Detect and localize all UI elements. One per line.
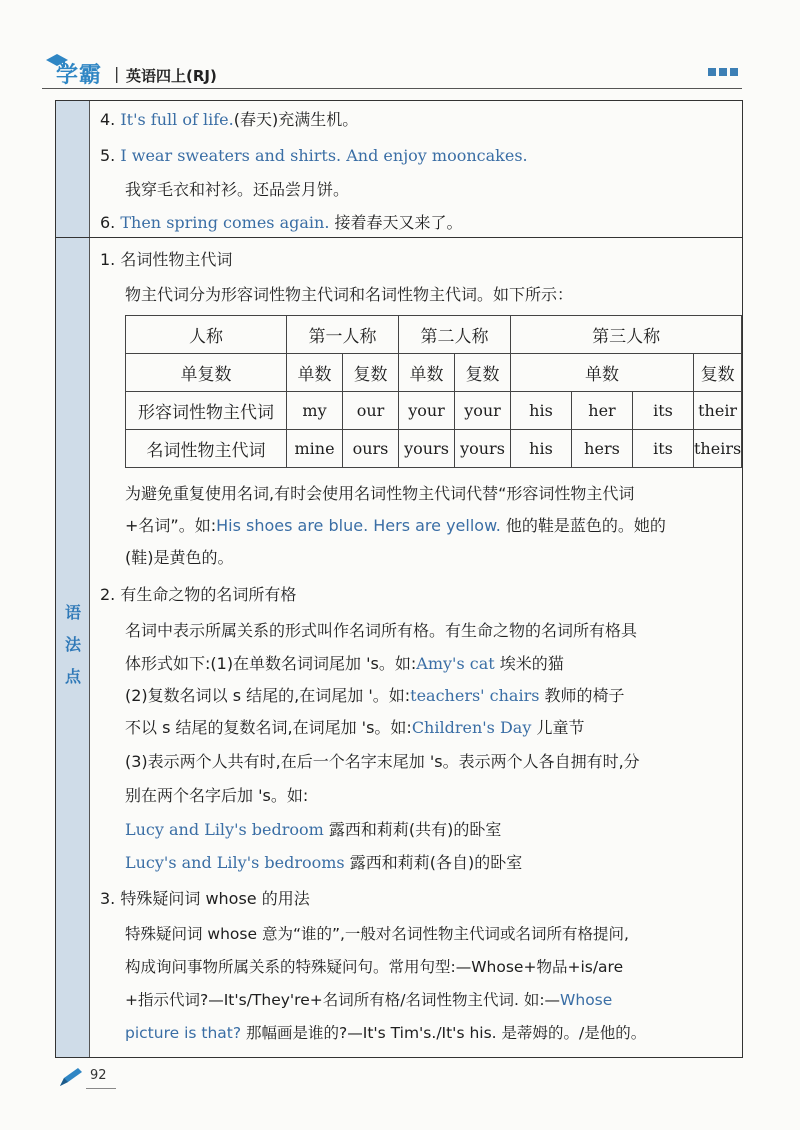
- grammar-section-2-title: 2. 有生命之物的名词所有格: [100, 585, 297, 604]
- grammar-s2-line-4: 不以 s 结尾的复数名词,在词尾加 's。如:Children's Day 儿童节: [125, 718, 585, 737]
- table-cell: his: [511, 430, 572, 468]
- table-cell: their: [694, 392, 742, 430]
- table-cell: yours: [455, 430, 511, 468]
- possessive-pronoun-table: [125, 315, 742, 468]
- table-cell: its: [633, 392, 694, 430]
- footer-underline: [86, 1088, 116, 1089]
- table-second-singular: 单数: [399, 354, 455, 392]
- grammar-s3-line-3: +指示代词?—It's/They're+名词所有格/名词性物主代词. 如:—Whose: [125, 991, 613, 1009]
- table-cell: ours: [343, 430, 399, 468]
- header-divider: [42, 88, 742, 89]
- table-cell: your: [399, 392, 455, 430]
- grammar-s3-line-2: 构成询问事物所属关系的特殊疑问句。常用句型:—Whose+物品+is/are: [125, 958, 624, 976]
- table-cell: its: [633, 430, 694, 468]
- answer-line-5-translation: 我穿毛衣和衬衫。还品尝月饼。: [125, 180, 350, 199]
- grammar-s3-line-1: 特殊疑问词 whose 意为“谁的”,一般对名词性物主代词或名词所有格提问,: [125, 925, 629, 943]
- table-header-number: 单复数: [126, 354, 287, 392]
- table-cell: yours: [399, 430, 455, 468]
- grammar-s2-line-3: (2)复数名词以 s 结尾的,在词尾加 '。如:teachers' chairs 教师的椅子: [125, 686, 625, 705]
- grammar-s1-paragraph-3: (鞋)是黄色的。: [125, 548, 234, 567]
- grammar-s2-line-5: (3)表示两个人共有时,在后一个名字末尾加 's。表示两个人各自拥有时,分: [125, 752, 640, 771]
- table-first-plural: 复数: [343, 354, 399, 392]
- page-header: [42, 52, 742, 92]
- table-header-first-person: 第一人称: [287, 316, 399, 354]
- grammar-s2-example-1: Lucy and Lily's bedroom 露西和莉莉(共有)的卧室: [125, 820, 502, 839]
- answer-line-4: 4. It's full of life.(春天)充满生机。: [100, 110, 359, 129]
- table-cell: mine: [287, 430, 343, 468]
- table-row: [126, 430, 742, 468]
- grammar-section-3-title: 3. 特殊疑问词 whose 的用法: [100, 889, 310, 908]
- content-frame: [55, 100, 743, 1058]
- table-cell: theirs: [694, 430, 742, 468]
- grammar-section-1-title: 1. 名词性物主代词: [100, 250, 233, 269]
- table-cell: her: [572, 392, 633, 430]
- answer-line-5: 5. I wear sweaters and shirts. And enjoy mooncakes.: [100, 146, 528, 165]
- grammar-s2-example-2: Lucy's and Lily's bedrooms 露西和莉莉(各自)的卧室: [125, 853, 523, 872]
- table-row-label: 名词性物主代词: [126, 430, 287, 468]
- grammar-s1-paragraph-2: +名词”。如:His shoes are blue. Hers are yellow. 他的鞋是蓝色的。她的: [125, 516, 666, 535]
- table-row: [126, 392, 742, 430]
- side-column-top: [56, 101, 90, 237]
- side-label-text: 语法点: [64, 603, 81, 686]
- table-row-label: 形容词性物主代词: [126, 392, 287, 430]
- logo: 学霸: [56, 63, 103, 88]
- table-third-plural: 复数: [694, 354, 742, 392]
- book-title: 英语四上(RJ): [126, 67, 217, 85]
- table-third-singular: 单数: [511, 354, 694, 392]
- table-cell: your: [455, 392, 511, 430]
- table-cell: our: [343, 392, 399, 430]
- table-second-plural: 复数: [455, 354, 511, 392]
- grammar-s2-line-1: 名词中表示所属关系的形式叫作名词所有格。有生命之物的名词所有格具: [125, 621, 638, 640]
- table-first-singular: 单数: [287, 354, 343, 392]
- grammar-s1-paragraph-1: 为避免重复使用名词,有时会使用名词性物主代词代替“形容词性物主代词: [125, 484, 635, 503]
- pencil-icon: [58, 1066, 84, 1088]
- table-cell: my: [287, 392, 343, 430]
- table-header-second-person: 第二人称: [399, 316, 511, 354]
- side-column-grammar: [56, 237, 90, 1057]
- header-separator: |: [114, 64, 120, 83]
- header-decoration: [708, 68, 738, 76]
- section-divider: [56, 237, 742, 238]
- side-label-grammar: [56, 597, 90, 693]
- grammar-section-1-intro: 物主代词分为形容词性物主代词和名词性物主代词。如下所示：: [125, 285, 574, 304]
- grammar-s2-line-6: 别在两个名字后加 's。如:: [125, 786, 309, 805]
- table-cell: his: [511, 392, 572, 430]
- answer-line-6: 6. Then spring comes again. 接着春天又来了。: [100, 213, 463, 232]
- table-header-third-person: 第三人称: [511, 316, 742, 354]
- page-number: 92: [90, 1068, 107, 1083]
- grammar-s2-line-2: 体形式如下:(1)在单数名词词尾加 's。如:Amy's cat 埃米的猫: [125, 654, 564, 673]
- table-cell: hers: [572, 430, 633, 468]
- table-header-person: 人称: [126, 316, 287, 354]
- grammar-s3-line-4: picture is that? 那幅画是谁的?—It's Tim's./It's his. 是蒂姆的。/是他的。: [125, 1024, 647, 1042]
